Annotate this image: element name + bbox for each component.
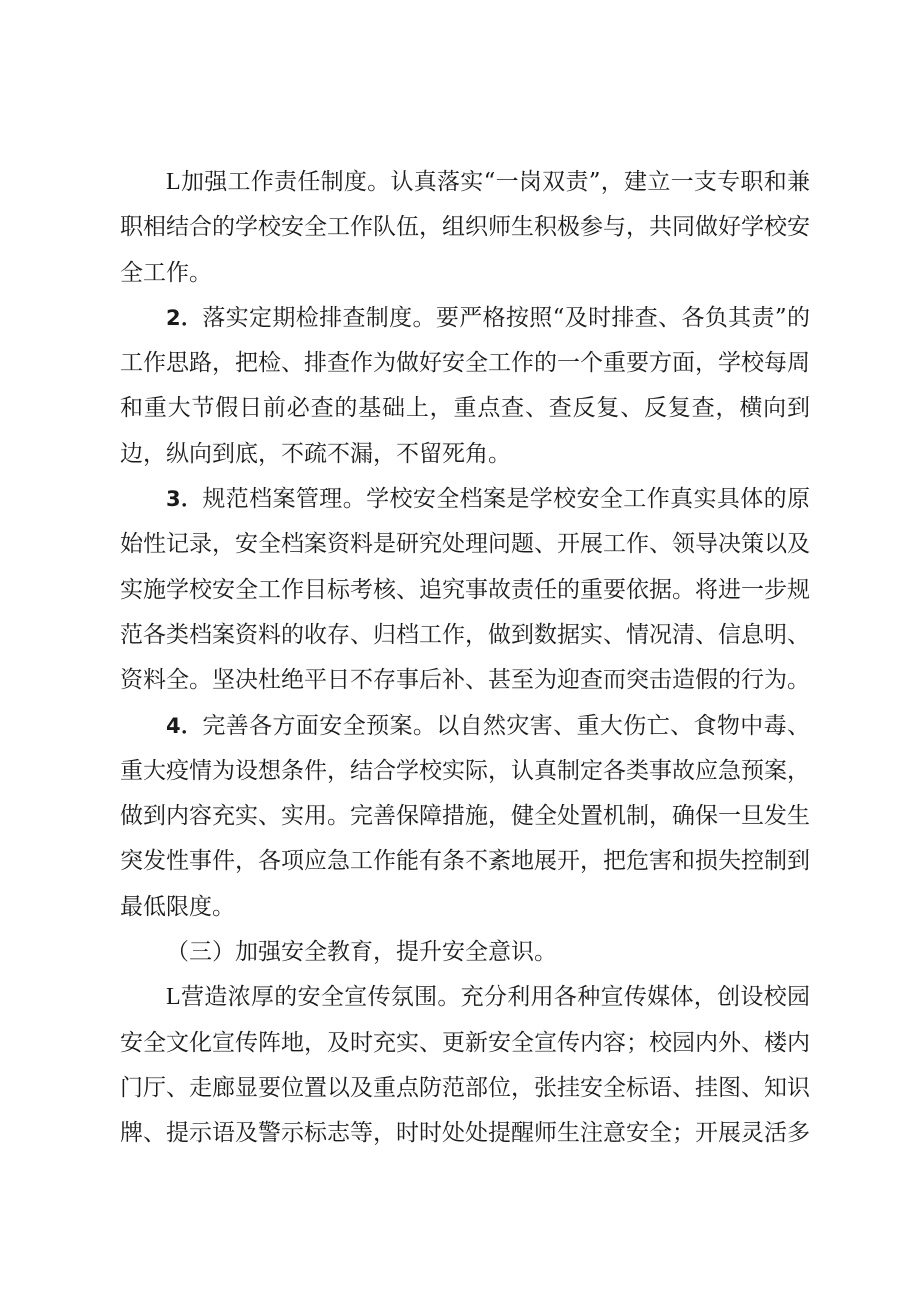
paragraph-archive-management [120, 477, 810, 703]
paragraph-safety-plans [120, 704, 810, 930]
paragraph-safety-publicity [120, 975, 810, 1156]
paragraph-text: 落实定期检排查制度。要严格按照“及时排查、各负其责”的工作思路，把检、排查作为做好安全工作的一个重要方面，学校每周和重大节假日前必查的基础上，重点查、查反复、反复查，横向到边，纵向到底，不疏不漏，不留死角。 [120, 304, 810, 467]
paragraph-number: 3． [166, 487, 203, 512]
paragraph-text: 完善各方面安全预案。以自然灾害、重大伤亡、食物中毒、重大疫情为设想条件，结合学校实际，认真制定各类事故应急预案，做到内容充实、实用。完善保障措施，健全处置机制，确保一旦发生突发性事件，各项应急工作能有条不紊地展开，把危害和损失控制到最低限度。 [120, 712, 810, 920]
paragraph-text: 加强工作责任制度。认真落实“一岗双责”，建立一支专职和兼职相结合的学校安全工作队伍，组织师生积极参与，共同做好学校安全工作。 [120, 169, 810, 286]
paragraph-work-responsibility [120, 160, 810, 296]
paragraph-number: 4． [166, 713, 203, 738]
paragraph-periodic-inspection [120, 296, 810, 477]
paragraph-text: 规范档案管理。学校安全档案是学校安全工作真实具体的原始性记录，安全档案资料是研究处理问题、开展工作、领导决策以及实施学校安全工作目标考核、追究事故责任的重要依据。将进一步规范各类档案资料的收存、归档工作，做到数据实、情况清、信息明、资料全。坚决杜绝平日不存事后补、甚至为迎查而突击造假的行为。 [120, 486, 810, 694]
document-body [120, 160, 810, 1157]
paragraph-number: 2． [166, 305, 203, 330]
paragraph-lead-letter: L [166, 984, 181, 1011]
paragraph-text: 营造浓厚的安全宣传氛围。充分利用各种宣传媒体，创设校园安全文化宣传阵地，及时充实、更新安全宣传内容；校园内外、楼内门厅、走廊显要位置以及重点防范部位，张挂安全标语、挂图、知识牌、提示语及警示标志等，时时处处提醒师生注意安全；开展灵活多 [120, 984, 810, 1147]
section-heading: （三）加强安全教育，提升安全意识。 [166, 939, 557, 966]
paragraph-lead-letter: L [166, 169, 181, 195]
